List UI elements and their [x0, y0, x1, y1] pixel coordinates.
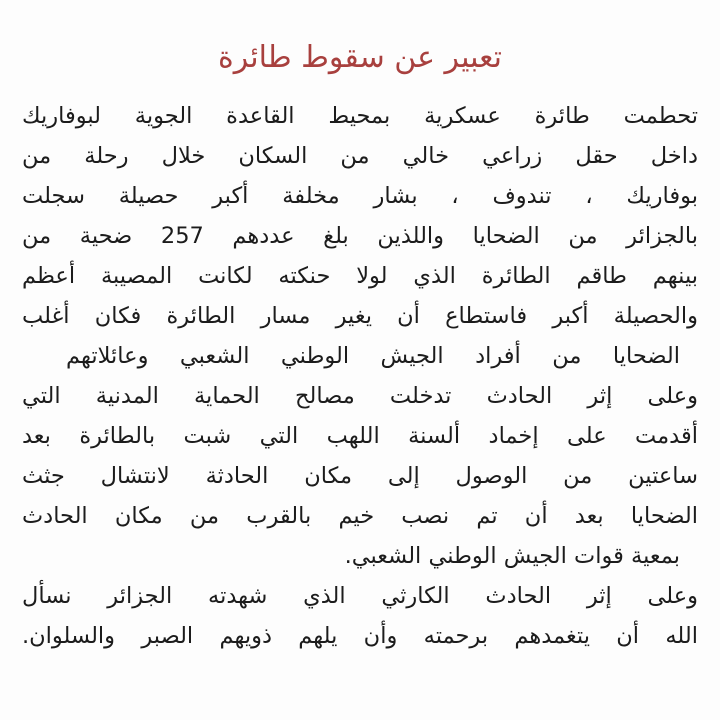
text-line: ساعتين من الوصول إلى مكان الحادثة لانتشال جثث — [22, 463, 698, 489]
document-body — [22, 96, 698, 656]
text-line: بينهم طاقم الطائرة الذي لولا حنكته لكانت المصيبة أعظم — [22, 263, 698, 289]
text-line: الضحايا من أفراد الجيش الوطني الشعبي وعائلاتهم — [66, 343, 680, 369]
text-line: وعلى إثر الحادث تدخلت مصالح الحماية المدنية التي — [22, 383, 698, 409]
text-line: بمعية قوات الجيش الوطني الشعبي. — [344, 543, 680, 569]
text-line: أقدمت على إخماد ألسنة اللهب التي شبت بالطائرة بعد — [22, 423, 698, 449]
text-line: تحطمت طائرة عسكرية بمحيط القاعدة الجوية لبوفاريك — [22, 103, 698, 129]
text-line: والحصيلة أكبر فاستطاع أن يغير مسار الطائرة فكان أغلب — [22, 303, 698, 329]
document-title: تعبير عن سقوط طائرة — [217, 40, 503, 75]
text-line: بوفاريك ، تندوف ، بشار مخلفة أكبر حصيلة سجلت — [22, 183, 698, 209]
text-line: الضحايا بعد أن تم نصب خيم بالقرب من مكان الحادث — [22, 503, 698, 529]
text-line: داخل حقل زراعي خالي من السكان خلال رحلة من — [22, 143, 698, 169]
text-line: وعلى إثر الحادث الكارثي الذي شهدته الجزائر نسأل — [22, 583, 698, 609]
text-line: بالجزائر من الضحايا واللذين بلغ عددهم 257 ضحية من — [22, 223, 698, 249]
text-line: الله أن يتغمدهم برحمته وأن يلهم ذويهم الصبر والسلوان. — [22, 623, 698, 649]
